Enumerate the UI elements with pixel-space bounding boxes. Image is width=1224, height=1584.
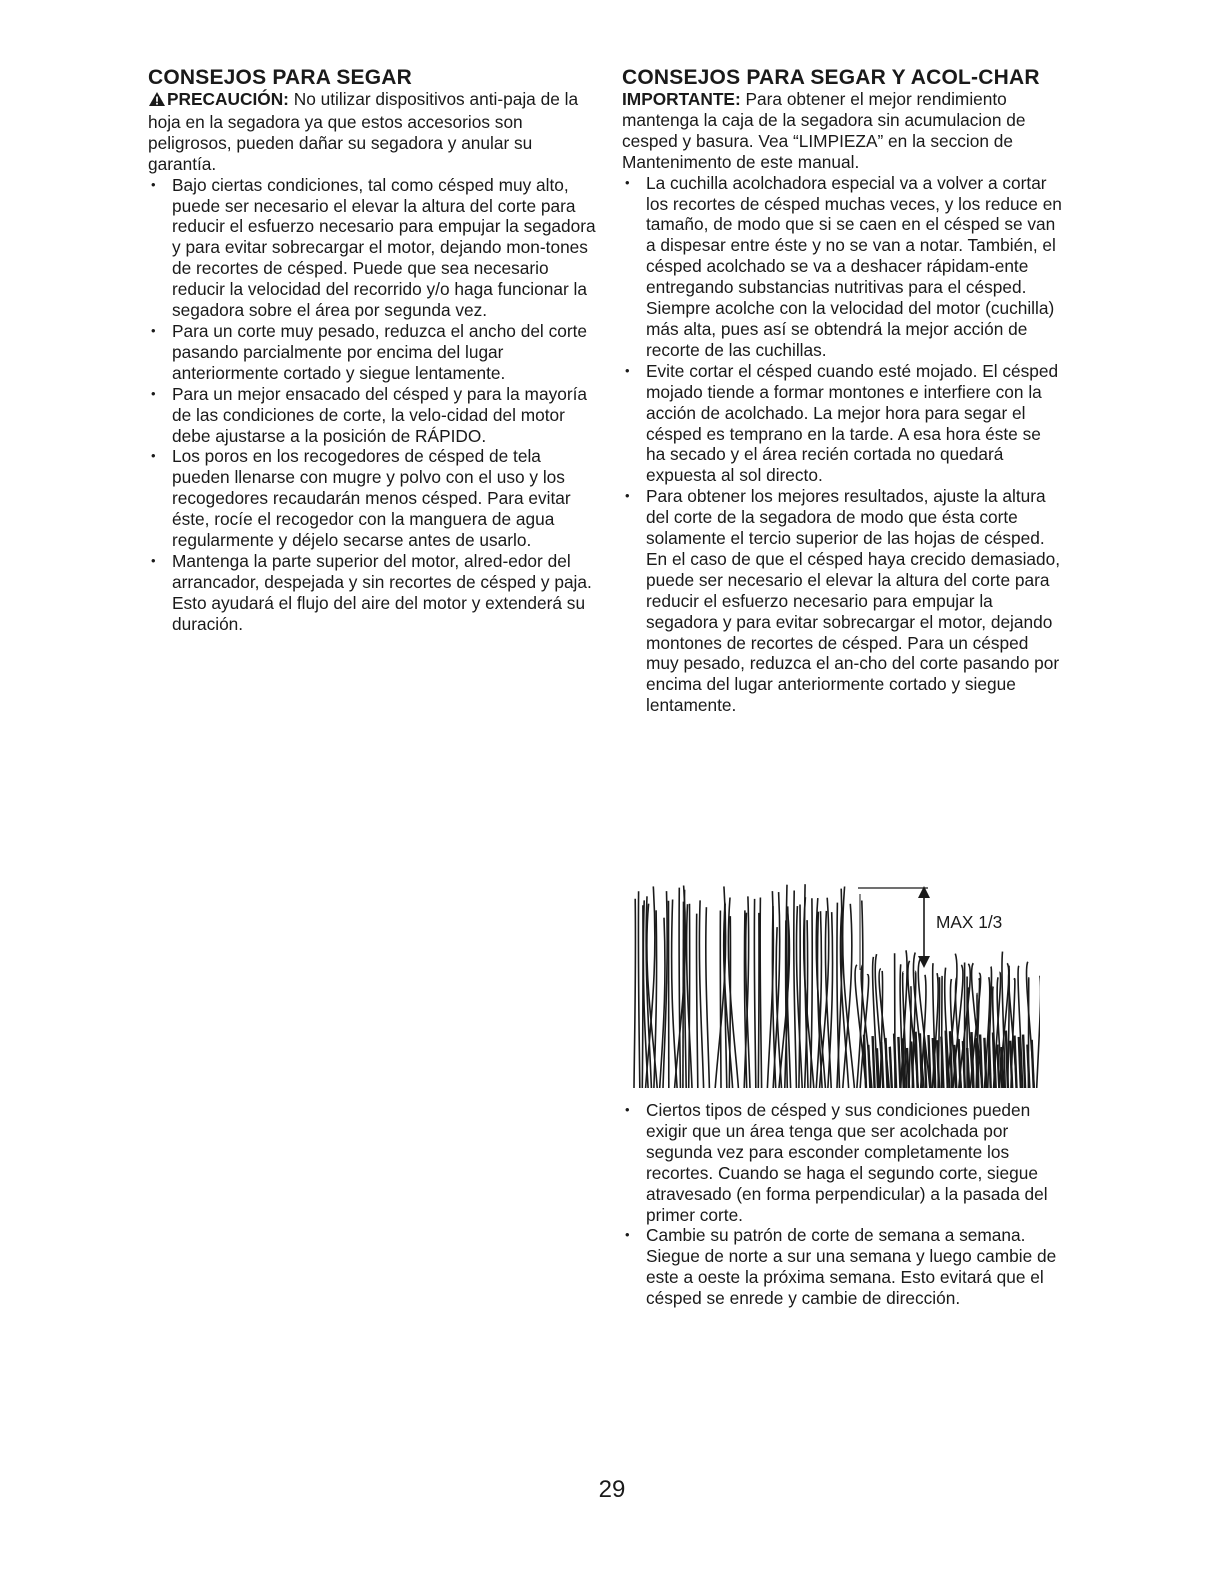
grass-blade xyxy=(683,902,684,1088)
left-column xyxy=(148,66,600,635)
grass-blade xyxy=(720,911,721,1089)
mulching-tips-list xyxy=(622,173,1062,717)
important-label: IMPORTANTE: xyxy=(622,89,741,109)
warning-triangle-icon xyxy=(148,91,166,112)
caution-text: No utilizar dispositivos anti-paja de la hoja en la segadora ya que estos accesorios son peligrosos, pueden dañar su segadora y anular su garantía. xyxy=(148,89,579,174)
grass-blade xyxy=(758,913,759,1088)
important-paragraph xyxy=(622,89,1062,173)
list-item: • Los poros en los recogedores de césped de tela pueden llenarse con mugre y polvo con el uso y los recogedores recaudarán menos césped. Para evitar éste, rocíe el recogedor con la manguera de agua regularmente y déjelo secarse antes de usarlo. xyxy=(148,446,600,551)
caution-label: PRECAUCIÓN: xyxy=(167,89,289,109)
mulching-tips-list-continued xyxy=(622,1100,1062,1309)
right-column-continued xyxy=(622,1100,1062,1309)
list-item: • Para obtener los mejores resultados, ajuste la altura del corte de la segadora de modo que ésta corte solamente el tercio superior de las hojas de césped. En el caso de que el césped haya crecido demasiado, puede ser necesario el elevar la altura del corte para reducir el esfuerzo necesario para empujar la segadora y para evitar sobrecargar el motor, dejando montones de recortes de césped. Para un césped muy pesado, reduzca el an-cho del corte pasando por encima del lugar anteriormente cortado y siegue lentamente. xyxy=(622,486,1062,716)
list-item: • Para un corte muy pesado, reduzca el ancho del corte pasando parcialmente por encima del lugar anteriormente cortado y siegue lentamente. xyxy=(148,321,600,384)
list-item: • Evite cortar el césped cuando esté mojado. El césped mojado tiende a formar montones e interfiere con la acción de acolchado. La mejor hora para segar el césped es temprano en la tarde. A esa hora éste se ha secado y el área recién cortada no quedará expuesta al sol directo. xyxy=(622,361,1062,486)
caution-paragraph xyxy=(148,89,600,175)
grass-blade xyxy=(689,904,690,1088)
list-item: • Para un mejor ensacado del césped y para la mayoría de las condiciones de corte, la velo-cidad del motor debe ajustarse a la posición de RÁPIDO. xyxy=(148,384,600,447)
important-text: Para obtener el mejor rendimiento mantenga la caja de la segadora sin acumulacion de cesped y basura. Vea “LIMPIEZA” en la seccion de Mantenimento de este manual. xyxy=(622,89,1026,172)
page-number: 29 xyxy=(598,1476,626,1503)
right-column xyxy=(622,66,1062,716)
list-item: • Cambie su patrón de corte de semana a semana. Siegue de norte a sur una semana y luego cambie de este a oeste la próxima semana. Esto evitará que el césped se enrede y cambie de dirección. xyxy=(622,1225,1062,1309)
list-item: • Ciertos tipos de césped y sus condiciones pueden exigir que un área tenga que ser acolchada por segunda vez para esconder completamente los recortes. Cuando se haga el segundo corte, siegue atravesado (en forma perpendicular) a la pasada del primer corte. xyxy=(622,1100,1062,1225)
list-item: • La cuchilla acolchadora especial va a volver a cortar los recortes de césped muchas veces, y los reduce en tamaño, de modo que si se caen en el césped se van a dispesar entre éste y no se van a notar. También, el césped acolchado se va a deshacer rápidam-ente entregando substancias nutritivas para el césped. Siempre acolche con la velocidad del motor (cuchilla) más alta, pues así se obtendrá la mejor acción de recorte de las cuchillas. xyxy=(622,173,1062,361)
section-heading-mowing-tips: CONSEJOS PARA SEGAR xyxy=(148,66,413,89)
section-heading-mulching-tips: CONSEJOS PARA SEGAR Y ACOL-CHAR xyxy=(622,66,1040,89)
list-item: • Mantenga la parte superior del motor, alred-edor del arrancador, despejada y sin recortes de césped y paja. Esto ayudará el flujo del aire del motor y extenderá su duración. xyxy=(148,551,600,635)
list-item: • Bajo ciertas condiciones, tal como césped muy alto, puede ser necesario el elevar la altura del corte para reducir el esfuerzo necesario para empujar la segadora y para evitar sobrecargar el motor, dejando mon-tones de recortes de césped. Puede que sea necesario reducir la velocidad del recorrido y/o haga funcionar la segadora sobre el área por segunda vez. xyxy=(148,175,600,321)
max-one-third-label: MAX 1/3 xyxy=(936,912,1003,932)
mowing-tips-list xyxy=(148,175,600,635)
